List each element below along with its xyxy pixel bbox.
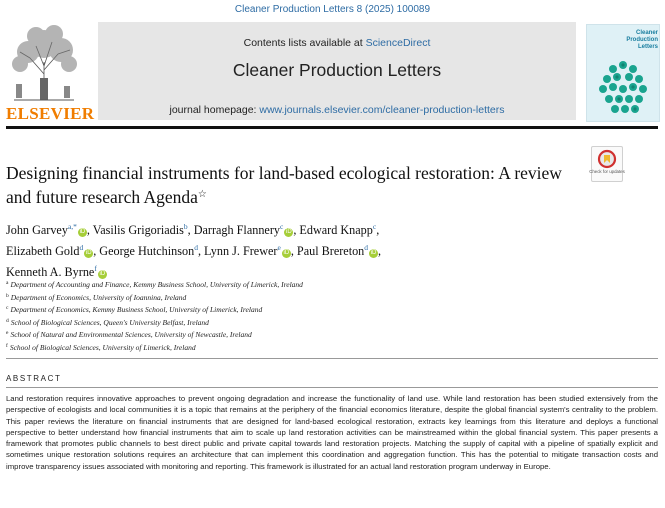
abstract-heading: ABSTRACT (6, 374, 62, 383)
header-divider (6, 126, 658, 129)
homepage-prefix: journal homepage: (169, 104, 260, 116)
orcid-icon: iD (99, 271, 106, 277)
author[interactable]: Lynn J. Frewer$^e$iD (204, 243, 290, 258)
check-updates-icon (589, 147, 625, 181)
affiliation: $^f$ School of Biological Sciences, University of Limerick, Ireland (6, 342, 196, 352)
affiliations-list (6, 278, 606, 354)
affiliation: $^a$ Department of Accounting and Finance, Kemmy Business School, University of Limerick, Ireland (6, 280, 303, 289)
author[interactable]: Paul Brereton$^d$iD (296, 243, 377, 258)
title-footnote-star[interactable]: ☆ (197, 189, 207, 200)
orcid-icon: iD (283, 250, 290, 256)
author-list: John Garvey$^{a,*}$iD , Vasilis Grigoriadis$^b$, Darragh Flannery$^c$iD , Edward Knapp$^c$, Elizabeth Gold$^d$iD , George Hutchinson$^d$, Lynn J. Frewer$^e$iD , Paul Brereton$^d$iD , Kenneth A. Byrne$^f$iD (6, 222, 382, 279)
orcid-icon: iD (85, 250, 92, 256)
author[interactable]: Vasilis Grigoriadis$^b$ (92, 222, 188, 237)
cover-title: Cleaner Production Letters (626, 30, 658, 50)
section-divider (6, 358, 658, 359)
author[interactable]: Kenneth A. Byrne$^f$iD (6, 264, 106, 279)
author[interactable]: John Garvey$^{a,*}$iD (6, 222, 86, 237)
author[interactable]: Edward Knapp$^c$ (299, 222, 377, 237)
homepage-link[interactable]: www.journals.elsevier.com/cleaner-production-letters (259, 104, 505, 116)
orcid-icon: iD (285, 229, 292, 235)
orcid-icon: iD (79, 229, 86, 235)
citation-line[interactable]: Cleaner Production Letters 8 (2025) 100089 (234, 4, 431, 15)
affiliation: $^e$ School of Natural and Environmental Sciences, University of Newcastle, Ireland (6, 330, 252, 340)
check-for-updates-button[interactable] (591, 146, 623, 182)
affiliation: $^b$ Department of Economics, University of Ioannina, Ireland (6, 292, 187, 302)
article-title (6, 162, 566, 208)
section-divider (6, 387, 658, 388)
author[interactable]: Elizabeth Gold$^d$iD (6, 243, 92, 258)
homepage-line (98, 104, 576, 116)
contents-prefix: Contents lists available at (243, 37, 366, 49)
abstract-text: Land restoration requires innovative approaches to prevent ongoing degradation and increase the functionality of land use. While land restoration has been studied extensively from the perspective of ecologists and local communities it is a topic that remains at the periphery of the financial economics literature, despite the global financial system's centrality to the problem. This paper reviews the literature on financial instruments that are designed for land-based ecological restoration, extracts key learnings from this literature and deploys a functional perspective to better understand how financial instruments that aim to scale up land restoration activities can be mainstreamed within the global financial system. This paper presents a framework that promotes public channels to best direct public and private capital towards land restoration projects. Matching the supply of capital with a pipeline of spatially explicit and sometimes unique restoration solutions requires an architecture that can implement this coordination and aggregation function. This has the potential to mitigate transaction costs and improve transparency issues associated with monitoring and reporting. This framework is illustrated for an actual land restoration program underway in Europe. (6, 394, 658, 471)
sciencedirect-link[interactable]: ScienceDirect (365, 37, 431, 49)
contents-line (98, 37, 576, 49)
author[interactable]: Darragh Flannery$^c$iD (193, 222, 292, 237)
author[interactable]: George Hutchinson$^d$ (99, 243, 198, 258)
affiliation: $^d$ School of Biological Sciences, Queen's University Belfast, Ireland (6, 317, 209, 327)
affiliation: $^c$ Department of Economics, Kemmy Business School, University of Limerick, Ireland (6, 305, 263, 315)
publisher-name: ELSEVIER (6, 104, 95, 123)
article-title-text: Designing financial instruments for land-based ecological restoration: A review and future research Agenda (6, 163, 562, 207)
orcid-icon: iD (370, 250, 377, 256)
check-updates-label: Check for updates (589, 169, 625, 174)
journal-title: Cleaner Production Letters (232, 60, 442, 80)
